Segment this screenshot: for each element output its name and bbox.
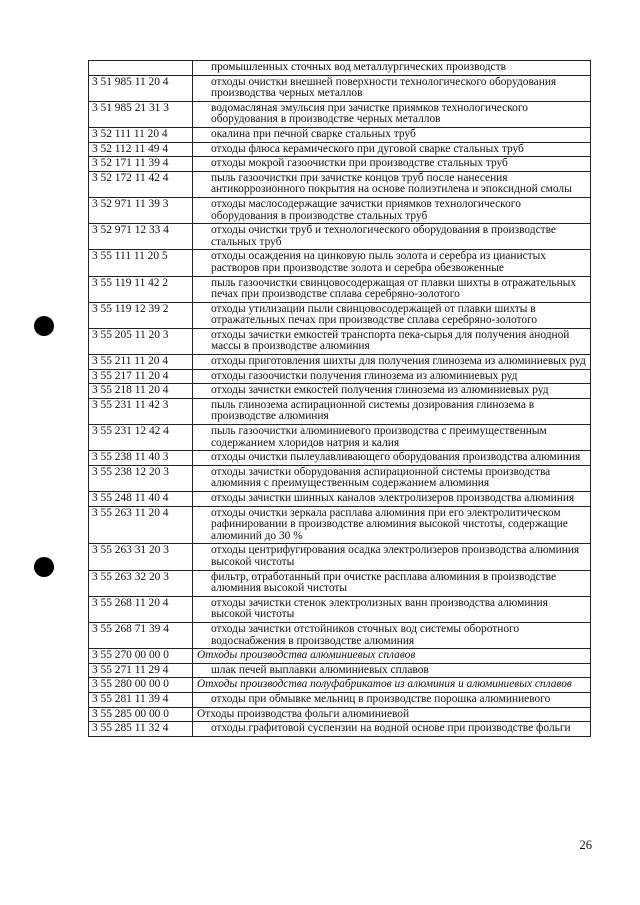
waste-description-cell: отходы утилизации пыли свинцовосодержащей от плавки шихты в отражательных печах при производстве сплава серебряно-золотого [193,302,591,328]
waste-code-cell: 3 55 238 11 40 3 [89,451,193,466]
table-row [89,692,591,707]
table-row [89,465,591,491]
waste-code-cell: 3 55 119 12 39 2 [89,302,193,328]
table-row [89,355,591,370]
table-row [89,596,591,622]
page-number: 26 [579,838,592,852]
waste-description-cell: Отходы производства алюминиевых сплавов [193,649,591,664]
waste-code-cell: 3 55 285 00 00 0 [89,707,193,722]
waste-description-cell: отходы осаждения на цинковую пыль золота и серебра из цианистых растворов при производстве золота и серебра обезвоженные [193,250,591,276]
waste-code-cell: 3 55 218 11 20 4 [89,384,193,399]
waste-code-cell: 3 55 217 11 20 4 [89,369,193,384]
waste-description-cell: Отходы производства фольги алюминиевой [193,707,591,722]
table-row [89,101,591,127]
waste-description-cell: отходы мокрой газоочистки при производстве стальных труб [193,157,591,172]
table-row [89,398,591,424]
waste-description-cell: отходы маслосодержащие зачистки приямков технологического оборудования в производстве стальных труб [193,197,591,223]
table-row [89,224,591,250]
waste-description-cell: отходы очистки внешней поверхности технологического оборудования производства черных металлов [193,75,591,101]
waste-description-cell: промышленных сточных вод металлургических производств [193,61,591,76]
table-row [89,570,591,596]
table-row [89,157,591,172]
waste-description-cell: отходы центрифугирования осадка электролизеров производства алюминия высокой чистоты [193,544,591,570]
waste-code-cell: 3 55 263 32 20 3 [89,570,193,596]
table-row [89,328,591,354]
waste-code-cell: 3 55 211 11 20 4 [89,355,193,370]
table-row [89,369,591,384]
waste-description-cell: пыль глинозема аспирационной системы дозирования глинозема в производстве алюминия [193,398,591,424]
waste-code-cell: 3 55 281 11 39 4 [89,692,193,707]
waste-code-cell: 3 55 238 12 20 3 [89,465,193,491]
waste-code-cell: 3 55 268 11 20 4 [89,596,193,622]
waste-description-cell: отходы флюса керамического при дуговой сварке стальных труб [193,142,591,157]
waste-description-cell: отходы зачистки стенок электролизных ванн производства алюминия высокой чистоты [193,596,591,622]
table-row [89,250,591,276]
table-row [89,622,591,648]
table-row [89,384,591,399]
waste-code-cell: 3 55 280 00 00 0 [89,678,193,693]
waste-code-cell: 3 55 270 00 00 0 [89,649,193,664]
punch-hole-upper [34,316,54,336]
waste-description-cell: отходы очистки труб и технологического оборудования в производстве стальных труб [193,224,591,250]
waste-description-cell: отходы очистки зеркала расплава алюминия при его электролитическом рафинировании в производстве алюминия высокой чистоты, содержащие алюминий до 30 % [193,506,591,544]
waste-code-cell: 3 55 248 11 40 4 [89,492,193,507]
waste-description-cell: отходы газоочистки получения глинозема из алюминиевых руд [193,369,591,384]
waste-code-cell: 3 55 263 11 20 4 [89,506,193,544]
waste-description-cell: отходы зачистки отстойников сточных вод системы оборотного водоснабжения в производстве алюминия [193,622,591,648]
table-row [89,142,591,157]
waste-description-cell: отходы зачистки оборудования аспирационной системы производства алюминия с преимущественным содержанием алюминия [193,465,591,491]
waste-code-cell: 3 55 285 11 32 4 [89,722,193,737]
waste-description-cell: фильтр, отработанный при очистке расплава алюминия в производстве алюминия высокой чистоты [193,570,591,596]
table-row [89,127,591,142]
waste-description-cell: отходы зачистки емкостей транспорта пека-сырья для получения анодной массы в производстве алюминия [193,328,591,354]
punch-hole-lower [34,557,54,577]
table-row [89,649,591,664]
waste-code-cell: 3 52 172 11 42 4 [89,171,193,197]
waste-code-cell: 3 52 971 12 33 4 [89,224,193,250]
waste-description-cell: пыль газоочистки алюминиевого производства с преимущественным содержанием хлоридов натрия и калия [193,425,591,451]
waste-description-cell: шлак печей выплавки алюминиевых сплавов [193,663,591,678]
table-row [89,75,591,101]
table-row [89,197,591,223]
table-row [89,302,591,328]
waste-code-cell: 3 52 171 11 39 4 [89,157,193,172]
table-row [89,663,591,678]
waste-code-cell: 3 55 231 12 42 4 [89,425,193,451]
table-row [89,276,591,302]
waste-code-cell: 3 55 231 11 42 3 [89,398,193,424]
table-body [89,61,591,737]
waste-code-cell: 3 51 985 11 20 4 [89,75,193,101]
waste-description-cell: окалина при печной сварке стальных труб [193,127,591,142]
waste-code-cell: 3 51 985 21 31 3 [89,101,193,127]
table-row [89,544,591,570]
waste-code-cell: 3 55 205 11 20 3 [89,328,193,354]
waste-code-cell: 3 52 112 11 49 4 [89,142,193,157]
table-row [89,451,591,466]
table-row [89,425,591,451]
waste-description-cell: пыль газоочистки свинцовосодержащая от плавки шихты в отражательных печах при производстве сплава серебряно-золотого [193,276,591,302]
table-row [89,171,591,197]
table-row [89,492,591,507]
waste-code-cell: 3 55 119 11 42 2 [89,276,193,302]
waste-code-cell: 3 55 268 71 39 4 [89,622,193,648]
waste-code-cell: 3 55 263 31 20 3 [89,544,193,570]
waste-code-cell: 3 52 111 11 20 4 [89,127,193,142]
waste-description-cell: отходы очистки пылеулавливающего оборудования производства алюминия [193,451,591,466]
waste-description-cell: отходы при обмывке мельниц в производстве порошка алюминиевого [193,692,591,707]
table-row [89,678,591,693]
waste-description-cell: отходы зачистки шинных каналов электролизеров производства алюминия [193,492,591,507]
table-row [89,506,591,544]
waste-code-cell [89,61,193,76]
table-row [89,707,591,722]
waste-code-cell: 3 55 111 11 20 5 [89,250,193,276]
waste-description-cell: Отходы производства полуфабрикатов из алюминия и алюминиевых сплавов [193,678,591,693]
waste-description-cell: пыль газоочистки при зачистке концов труб после нанесения антикоррозионного покрытия на основе полиэтилена и эпоксидной смолы [193,171,591,197]
waste-description-cell: отходы приготовления шихты для получения глинозема из алюминиевых руд [193,355,591,370]
waste-code-cell: 3 55 271 11 29 4 [89,663,193,678]
waste-description-cell: отходы графитовой суспензии на водной основе при производстве фольги [193,722,591,737]
table-row [89,722,591,737]
waste-code-cell: 3 52 971 11 39 3 [89,197,193,223]
waste-description-cell: отходы зачистки емкостей получения глинозема из алюминиевых руд [193,384,591,399]
waste-classification-table [88,60,591,737]
waste-description-cell: водомасляная эмульсия при зачистке приямков технологического оборудования в производстве черных металлов [193,101,591,127]
table-row [89,61,591,76]
